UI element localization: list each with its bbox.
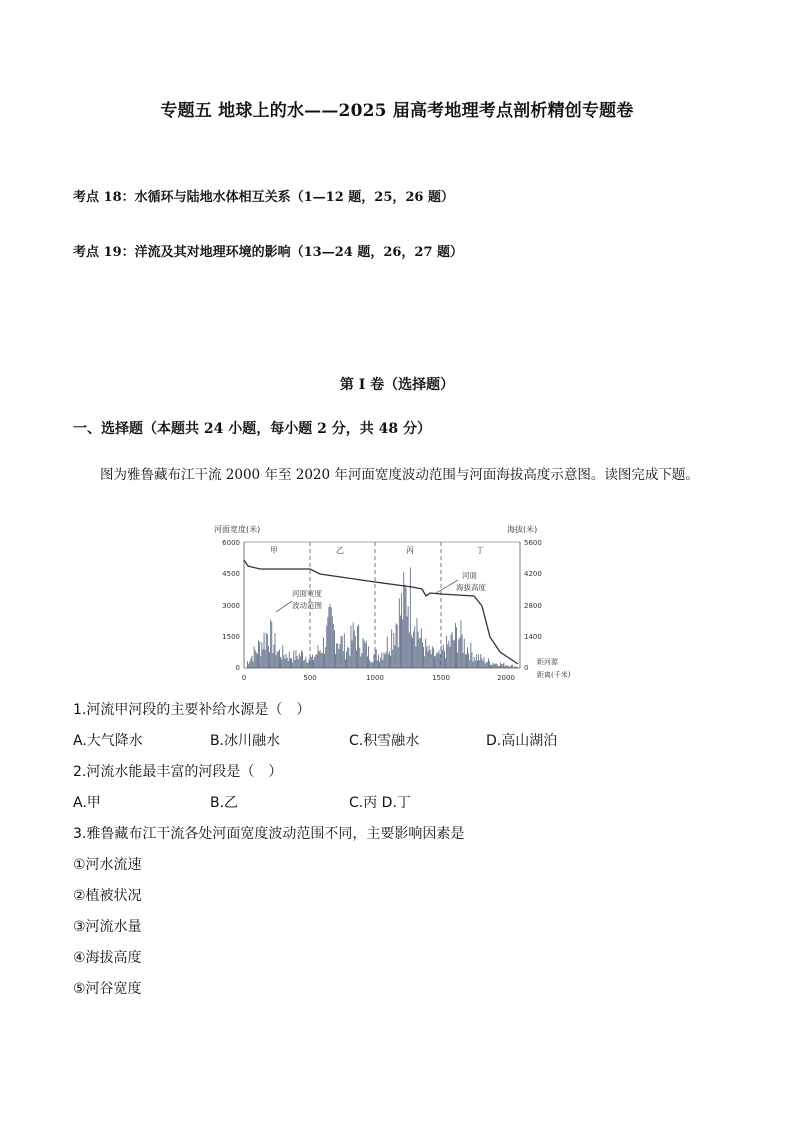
question-1-option-b[interactable]: B.冰川融水 bbox=[210, 733, 281, 749]
width-spike bbox=[296, 650, 297, 668]
width-spike bbox=[494, 664, 495, 668]
width-spike bbox=[375, 650, 376, 668]
width-spike bbox=[393, 633, 394, 668]
width-spike bbox=[431, 654, 432, 668]
question-intro: 图为雅鲁藏布江干流 2000 年至 2020 年河面宽度波动范围与河面海拔高度示意图。读图完成下题。 bbox=[100, 467, 699, 483]
width-spike bbox=[300, 656, 301, 668]
width-spike bbox=[491, 665, 492, 668]
width-spike bbox=[408, 606, 409, 668]
x-tick: 2000 bbox=[497, 674, 515, 682]
right-tick: 5600 bbox=[524, 539, 542, 547]
width-spike bbox=[353, 623, 354, 669]
width-spike bbox=[366, 641, 367, 668]
width-spike bbox=[299, 653, 300, 668]
label-alt-arrow bbox=[436, 580, 458, 593]
width-spike bbox=[324, 654, 325, 668]
width-spike bbox=[506, 665, 507, 668]
width-spike bbox=[392, 650, 393, 669]
width-spike bbox=[301, 650, 302, 668]
question-3-stem: 3.雅鲁藏布江干流各处河面宽度波动范围不同，主要影响因素是 bbox=[73, 826, 465, 842]
width-spike bbox=[479, 660, 480, 668]
width-spike bbox=[351, 626, 352, 668]
width-spike bbox=[304, 660, 305, 668]
width-spike bbox=[270, 620, 271, 669]
width-spike bbox=[342, 636, 343, 668]
width-spike bbox=[472, 652, 473, 668]
width-spike bbox=[367, 656, 368, 668]
width-spike bbox=[258, 641, 259, 668]
width-spike bbox=[490, 665, 491, 668]
width-spike bbox=[459, 637, 460, 668]
width-spike bbox=[254, 647, 255, 668]
width-spike bbox=[462, 635, 463, 668]
width-spike bbox=[410, 567, 411, 668]
width-spike bbox=[266, 633, 267, 668]
left-tick: 4500 bbox=[222, 570, 240, 578]
width-spike bbox=[467, 647, 468, 668]
width-spike bbox=[343, 651, 344, 668]
width-spike bbox=[312, 655, 313, 669]
width-spike bbox=[397, 625, 398, 668]
width-spike bbox=[368, 646, 369, 668]
width-spike bbox=[325, 647, 326, 668]
width-spike bbox=[489, 661, 490, 668]
width-spike bbox=[483, 661, 484, 668]
width-spike bbox=[376, 649, 377, 668]
width-spike bbox=[436, 653, 437, 668]
width-spike bbox=[247, 661, 248, 668]
width-spike bbox=[378, 655, 379, 668]
right-tick: 0 bbox=[524, 664, 529, 672]
question-1-stem: 1.河流甲河段的主要补给水源是（ ） bbox=[73, 702, 311, 718]
width-spike bbox=[365, 643, 366, 668]
width-spike bbox=[358, 625, 359, 669]
width-spike bbox=[338, 649, 339, 668]
x-tick: 1500 bbox=[432, 674, 450, 682]
width-spike bbox=[285, 659, 286, 668]
width-spike bbox=[446, 636, 447, 668]
left-tick: 0 bbox=[235, 664, 240, 672]
label-width-arrow bbox=[276, 601, 292, 612]
width-spike bbox=[359, 648, 360, 668]
width-spike bbox=[379, 662, 380, 668]
width-spike bbox=[419, 639, 420, 668]
page-title: 专题五 地球上的水——2025 届高考地理考点剖析精创专题卷 bbox=[160, 101, 634, 121]
width-spike bbox=[457, 653, 458, 669]
width-spike bbox=[286, 654, 287, 668]
width-spike bbox=[249, 662, 250, 668]
width-spike bbox=[377, 660, 378, 668]
width-spike bbox=[412, 638, 413, 668]
width-spike bbox=[407, 616, 408, 668]
width-spike bbox=[456, 627, 457, 668]
width-spike bbox=[333, 624, 334, 668]
width-spike bbox=[391, 629, 392, 668]
width-spike bbox=[409, 632, 410, 668]
width-spike bbox=[310, 656, 311, 668]
width-spike bbox=[514, 666, 515, 668]
width-spike bbox=[348, 648, 349, 668]
width-spike bbox=[314, 657, 315, 668]
width-spike bbox=[271, 622, 272, 668]
left-tick: 1500 bbox=[222, 633, 240, 641]
width-spike bbox=[292, 662, 293, 668]
right-tick: 2800 bbox=[524, 602, 542, 610]
width-spike bbox=[382, 660, 383, 668]
width-spike bbox=[340, 644, 341, 668]
width-spike bbox=[475, 661, 476, 669]
width-spike bbox=[401, 593, 402, 668]
width-spike bbox=[283, 655, 284, 668]
width-spike bbox=[415, 646, 416, 668]
label-alt-1: 河面 bbox=[462, 571, 477, 580]
x-tick: 1000 bbox=[366, 674, 384, 682]
question-3-item-5[interactable]: ⑤河谷宽度 bbox=[73, 981, 142, 997]
right-axis-title: 海拔(米) bbox=[507, 525, 538, 534]
width-spike bbox=[430, 650, 431, 668]
width-spike bbox=[406, 588, 407, 668]
label-alt-2: 海拔高度 bbox=[456, 583, 486, 592]
width-spike bbox=[346, 652, 347, 668]
width-spike bbox=[388, 654, 389, 668]
width-spike bbox=[389, 651, 390, 668]
width-spike bbox=[386, 652, 387, 668]
width-spike bbox=[369, 660, 370, 668]
width-spike bbox=[487, 662, 488, 668]
width-spike bbox=[404, 585, 405, 668]
width-spike bbox=[501, 664, 502, 668]
width-spike bbox=[447, 645, 448, 668]
width-spike bbox=[363, 638, 364, 668]
width-spike bbox=[341, 636, 342, 668]
width-spike bbox=[329, 607, 330, 668]
width-spike bbox=[264, 633, 265, 668]
width-spike bbox=[422, 642, 423, 668]
width-spike bbox=[390, 656, 391, 668]
width-spike bbox=[452, 632, 453, 668]
width-spike bbox=[293, 651, 294, 669]
width-spike bbox=[281, 659, 282, 668]
width-spike bbox=[321, 653, 322, 668]
width-spike bbox=[263, 649, 264, 668]
width-spike bbox=[297, 656, 298, 668]
width-spike bbox=[277, 652, 278, 668]
width-spike bbox=[499, 666, 500, 668]
width-spike bbox=[454, 640, 455, 668]
width-spike bbox=[420, 638, 421, 669]
left-tick: 3000 bbox=[222, 602, 240, 610]
width-spike bbox=[440, 654, 441, 668]
width-spike bbox=[413, 631, 414, 668]
width-spike bbox=[451, 635, 452, 668]
width-spike bbox=[311, 657, 312, 668]
width-spike bbox=[498, 666, 499, 668]
width-spike bbox=[402, 619, 403, 668]
width-spike bbox=[399, 598, 400, 668]
width-spike bbox=[307, 662, 308, 668]
question-2-stem: 2.河流水能最丰富的河段是（ ） bbox=[73, 764, 283, 780]
width-spike bbox=[252, 656, 253, 668]
width-spike bbox=[426, 646, 427, 668]
width-spike bbox=[465, 654, 466, 668]
question-3-item-2[interactable]: ②植被状况 bbox=[73, 888, 142, 904]
width-spike bbox=[442, 650, 443, 668]
right-tick: 4200 bbox=[524, 570, 542, 578]
width-spike bbox=[495, 664, 496, 668]
width-spike bbox=[396, 623, 397, 668]
width-spike bbox=[414, 626, 415, 668]
width-spike bbox=[278, 651, 279, 668]
width-spike bbox=[476, 654, 477, 668]
width-spike bbox=[421, 628, 422, 668]
width-spike bbox=[428, 652, 429, 668]
width-spike bbox=[417, 618, 418, 668]
kaodian-18: 考点 18：水循环与陆地水体相互关系（1—12 题，25，26 题） bbox=[73, 190, 454, 205]
width-spike bbox=[502, 664, 503, 668]
width-spike bbox=[486, 662, 487, 668]
width-spike bbox=[248, 664, 249, 668]
width-spike bbox=[468, 653, 469, 668]
width-spike bbox=[334, 630, 335, 668]
width-spike bbox=[425, 639, 426, 668]
width-spike bbox=[500, 663, 501, 668]
width-spike bbox=[275, 633, 276, 668]
label-width-2: 波动范围 bbox=[292, 601, 322, 610]
width-spike bbox=[435, 656, 436, 668]
width-spike bbox=[374, 655, 375, 669]
x-axis-title-1: 距河源 bbox=[537, 658, 558, 666]
width-spike bbox=[505, 666, 506, 668]
river-figure bbox=[212, 522, 584, 688]
width-spike bbox=[509, 667, 510, 668]
width-spike bbox=[400, 616, 401, 668]
width-spike bbox=[443, 645, 444, 669]
left-axis-title: 河面宽度(米) bbox=[214, 525, 261, 534]
width-spike bbox=[474, 657, 475, 668]
width-spike bbox=[257, 654, 258, 668]
left-tick: 6000 bbox=[222, 539, 240, 547]
segment-label-yi: 乙 bbox=[336, 546, 344, 555]
width-spike bbox=[411, 635, 412, 668]
width-spike bbox=[360, 657, 361, 669]
question-3-item-3[interactable]: ③河流水量 bbox=[73, 919, 142, 935]
width-spike bbox=[477, 661, 478, 669]
width-spike bbox=[319, 651, 320, 668]
width-spike bbox=[455, 623, 456, 668]
width-spike bbox=[385, 654, 386, 668]
width-spike bbox=[441, 645, 442, 668]
width-spike bbox=[496, 663, 497, 668]
width-spike bbox=[432, 646, 433, 668]
width-spike bbox=[255, 650, 256, 668]
width-spike bbox=[267, 634, 268, 668]
width-spike bbox=[294, 660, 295, 668]
width-spike bbox=[511, 665, 512, 668]
width-spike bbox=[316, 654, 317, 668]
part-title: 一、选择题（本题共 24 小题，每小题 2 分，共 48 分） bbox=[73, 421, 431, 437]
question-2-option-cd[interactable]: C.丙 D.丁 bbox=[349, 795, 411, 811]
width-spike bbox=[309, 659, 310, 668]
width-spike bbox=[516, 667, 517, 668]
width-spike bbox=[344, 634, 345, 669]
width-spike bbox=[512, 665, 513, 668]
width-spike bbox=[303, 661, 304, 668]
kaodian-19: 考点 19：洋流及其对地理环境的影响（13—24 题，26，27 题） bbox=[73, 245, 464, 260]
width-spike bbox=[289, 652, 290, 668]
width-spike bbox=[337, 643, 338, 668]
width-spike bbox=[469, 660, 470, 668]
width-spike bbox=[288, 661, 289, 668]
width-spike bbox=[261, 642, 262, 668]
width-spike bbox=[364, 640, 365, 668]
width-spike bbox=[268, 646, 269, 668]
width-spike bbox=[464, 639, 465, 668]
question-1-option-d[interactable]: D.高山湖泊 bbox=[486, 733, 558, 749]
width-spike bbox=[398, 647, 399, 668]
segment-label-jia: 甲 bbox=[270, 546, 278, 555]
width-spike bbox=[320, 650, 321, 668]
width-spike bbox=[473, 662, 474, 668]
question-2-option-b[interactable]: B.乙 bbox=[210, 795, 239, 811]
width-spike bbox=[291, 659, 292, 669]
width-spike bbox=[485, 664, 486, 669]
width-spike bbox=[508, 665, 509, 668]
width-spike bbox=[323, 638, 324, 669]
width-spike bbox=[327, 617, 328, 668]
width-spike bbox=[347, 647, 348, 668]
width-spike bbox=[433, 648, 434, 668]
width-spike bbox=[387, 637, 388, 668]
width-spike bbox=[418, 632, 419, 669]
width-spike bbox=[279, 650, 280, 669]
width-spike bbox=[470, 642, 471, 668]
width-spike bbox=[488, 658, 489, 668]
width-spike bbox=[466, 654, 467, 668]
width-spike bbox=[302, 652, 303, 668]
width-spike bbox=[352, 641, 353, 669]
width-spike bbox=[371, 662, 372, 668]
width-spike bbox=[497, 664, 498, 668]
width-spike bbox=[276, 655, 277, 668]
width-spike bbox=[335, 654, 336, 668]
width-spike bbox=[434, 656, 435, 668]
width-spike bbox=[345, 659, 346, 668]
width-spike bbox=[354, 631, 355, 669]
width-spike bbox=[461, 620, 462, 668]
width-spike bbox=[381, 653, 382, 668]
width-spike bbox=[458, 640, 459, 669]
width-spike bbox=[282, 645, 283, 668]
width-spike bbox=[484, 657, 485, 668]
width-spike bbox=[450, 647, 451, 668]
width-spike bbox=[507, 666, 508, 668]
width-spike bbox=[380, 658, 381, 668]
width-spike bbox=[256, 653, 257, 669]
width-spike bbox=[260, 656, 261, 668]
width-spike bbox=[492, 663, 493, 668]
width-spike bbox=[356, 650, 357, 668]
width-spike bbox=[478, 655, 479, 669]
width-spike bbox=[272, 653, 273, 668]
width-spike bbox=[318, 645, 319, 668]
label-width-1: 河面宽度 bbox=[292, 589, 322, 598]
width-spike bbox=[313, 660, 314, 668]
width-spike bbox=[439, 650, 440, 668]
width-spike bbox=[332, 616, 333, 668]
width-spike bbox=[448, 641, 449, 668]
width-spike bbox=[269, 652, 270, 668]
width-spike bbox=[362, 653, 363, 668]
width-spike bbox=[357, 626, 358, 668]
width-spike bbox=[480, 654, 481, 668]
width-spike bbox=[250, 658, 251, 668]
width-spike bbox=[305, 657, 306, 668]
width-spike bbox=[517, 667, 518, 668]
width-spike bbox=[322, 653, 323, 668]
width-spike bbox=[373, 663, 374, 668]
width-spike bbox=[437, 653, 438, 669]
width-spike bbox=[423, 647, 424, 668]
width-spike bbox=[298, 659, 299, 668]
width-spike bbox=[349, 656, 350, 668]
width-spike bbox=[287, 658, 288, 668]
section-title: 第 I 卷（选择题） bbox=[339, 377, 455, 393]
width-spike bbox=[429, 645, 430, 668]
width-spike bbox=[384, 653, 385, 668]
width-spike bbox=[444, 651, 445, 668]
width-spike bbox=[370, 662, 371, 668]
width-spike bbox=[315, 655, 316, 668]
segment-label-bing: 丙 bbox=[406, 546, 414, 555]
width-spike bbox=[503, 663, 504, 668]
width-spike bbox=[265, 650, 266, 668]
x-tick: 500 bbox=[303, 674, 317, 682]
width-spike bbox=[326, 626, 327, 669]
width-spike bbox=[336, 644, 337, 669]
width-spike bbox=[290, 658, 291, 668]
segment-label-ding: 丁 bbox=[476, 546, 484, 555]
width-spike bbox=[445, 659, 446, 669]
width-spike bbox=[274, 645, 275, 668]
width-spike bbox=[330, 604, 331, 668]
width-spike bbox=[424, 656, 425, 668]
width-spike bbox=[510, 667, 511, 668]
x-tick: 0 bbox=[241, 674, 247, 682]
question-1-option-c[interactable]: C.积雪融水 bbox=[349, 733, 420, 749]
question-3-item-4[interactable]: ④海拔高度 bbox=[73, 950, 142, 966]
width-spike bbox=[395, 645, 396, 668]
question-3-item-1[interactable]: ①河水流速 bbox=[73, 857, 142, 873]
width-spike bbox=[453, 640, 454, 668]
width-spike bbox=[253, 662, 254, 669]
width-spike bbox=[481, 658, 482, 668]
width-spike bbox=[259, 642, 260, 669]
width-spike bbox=[331, 607, 332, 668]
question-2-option-a[interactable]: A.甲 bbox=[73, 795, 101, 811]
right-tick: 1400 bbox=[524, 633, 542, 641]
width-spike bbox=[280, 657, 281, 668]
x-axis-title-2: 距离(千米) bbox=[537, 671, 571, 679]
question-1-option-a[interactable]: A.大气降水 bbox=[73, 733, 143, 749]
width-spike bbox=[308, 663, 309, 668]
width-spike bbox=[355, 636, 356, 668]
width-spike bbox=[463, 653, 464, 668]
